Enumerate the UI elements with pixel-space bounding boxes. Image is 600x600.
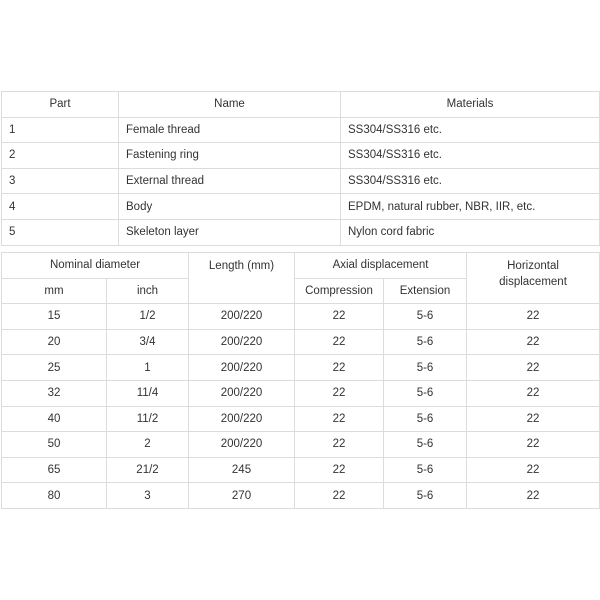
- length-cell: 200/220: [189, 355, 295, 381]
- compression-cell: 22: [295, 304, 384, 330]
- extension-header: Extension: [384, 278, 467, 304]
- part-number-cell: 5: [2, 219, 119, 245]
- inch-cell: 3: [107, 483, 189, 509]
- extension-cell: 5-6: [384, 304, 467, 330]
- length-cell: 200/220: [189, 329, 295, 355]
- table-row: [2, 355, 600, 381]
- part-materials-cell: SS304/SS316 etc.: [341, 143, 600, 169]
- part-number-cell: 4: [2, 194, 119, 220]
- length-header: Length (mm): [189, 253, 295, 304]
- table-row: [2, 457, 600, 483]
- nominal-diameter-header: Nominal diameter: [2, 253, 189, 279]
- inch-cell: 1/2: [107, 304, 189, 330]
- horizontal-cell: 22: [467, 406, 600, 432]
- inch-cell: 11/2: [107, 406, 189, 432]
- table-row: [2, 380, 600, 406]
- mm-cell: 25: [2, 355, 107, 381]
- extension-cell: 5-6: [384, 457, 467, 483]
- axial-displacement-header: Axial displacement: [295, 253, 467, 279]
- inch-cell: 3/4: [107, 329, 189, 355]
- mm-cell: 40: [2, 406, 107, 432]
- table-row: [2, 219, 600, 245]
- mm-header: mm: [2, 278, 107, 304]
- length-cell: 270: [189, 483, 295, 509]
- part-number-cell: 1: [2, 117, 119, 143]
- mm-cell: 80: [2, 483, 107, 509]
- inch-cell: 21/2: [107, 457, 189, 483]
- compression-cell: 22: [295, 483, 384, 509]
- part-materials-cell: EPDM, natural rubber, NBR, IIR, etc.: [341, 194, 600, 220]
- part-name-cell: External thread: [119, 168, 341, 194]
- extension-cell: 5-6: [384, 483, 467, 509]
- part-number-cell: 3: [2, 168, 119, 194]
- horizontal-cell: 22: [467, 380, 600, 406]
- length-cell: 200/220: [189, 432, 295, 458]
- extension-cell: 5-6: [384, 406, 467, 432]
- length-cell: 200/220: [189, 304, 295, 330]
- horizontal-cell: 22: [467, 483, 600, 509]
- horizontal-cell: 22: [467, 304, 600, 330]
- inch-cell: 1: [107, 355, 189, 381]
- compression-header: Compression: [295, 278, 384, 304]
- table-row: [2, 483, 600, 509]
- extension-cell: 5-6: [384, 432, 467, 458]
- part-name-cell: Female thread: [119, 117, 341, 143]
- spec-table: [1, 252, 600, 509]
- part-materials-cell: SS304/SS316 etc.: [341, 168, 600, 194]
- horizontal-cell: 22: [467, 355, 600, 381]
- horizontal-cell: 22: [467, 329, 600, 355]
- part-materials-cell: SS304/SS316 etc.: [341, 117, 600, 143]
- mm-cell: 32: [2, 380, 107, 406]
- table-row: [2, 304, 600, 330]
- part-column-header: Part: [2, 92, 119, 118]
- length-cell: 200/220: [189, 406, 295, 432]
- table-row: [2, 406, 600, 432]
- mm-cell: 50: [2, 432, 107, 458]
- horizontal-cell: 22: [467, 432, 600, 458]
- compression-cell: 22: [295, 432, 384, 458]
- mm-cell: 20: [2, 329, 107, 355]
- inch-cell: 2: [107, 432, 189, 458]
- part-materials-cell: Nylon cord fabric: [341, 219, 600, 245]
- extension-cell: 5-6: [384, 329, 467, 355]
- part-number-cell: 2: [2, 143, 119, 169]
- materials-column-header: Materials: [341, 92, 600, 118]
- mm-cell: 15: [2, 304, 107, 330]
- inch-header: inch: [107, 278, 189, 304]
- extension-cell: 5-6: [384, 380, 467, 406]
- table-row: [2, 329, 600, 355]
- compression-cell: 22: [295, 457, 384, 483]
- table-row: [2, 168, 600, 194]
- table-row: [2, 432, 600, 458]
- table-row: [2, 117, 600, 143]
- length-cell: 245: [189, 457, 295, 483]
- extension-cell: 5-6: [384, 355, 467, 381]
- spec-header-row-1: [2, 253, 600, 279]
- compression-cell: 22: [295, 406, 384, 432]
- part-name-cell: Fastening ring: [119, 143, 341, 169]
- compression-cell: 22: [295, 329, 384, 355]
- length-cell: 200/220: [189, 380, 295, 406]
- mm-cell: 65: [2, 457, 107, 483]
- compression-cell: 22: [295, 380, 384, 406]
- part-name-cell: Skeleton layer: [119, 219, 341, 245]
- name-column-header: Name: [119, 92, 341, 118]
- part-name-cell: Body: [119, 194, 341, 220]
- horizontal-displacement-header: Horizontal displacement: [467, 253, 600, 304]
- inch-cell: 11/4: [107, 380, 189, 406]
- parts-table: [1, 91, 600, 246]
- table-row: [2, 194, 600, 220]
- horizontal-cell: 22: [467, 457, 600, 483]
- parts-header-row: [2, 92, 600, 118]
- compression-cell: 22: [295, 355, 384, 381]
- table-row: [2, 143, 600, 169]
